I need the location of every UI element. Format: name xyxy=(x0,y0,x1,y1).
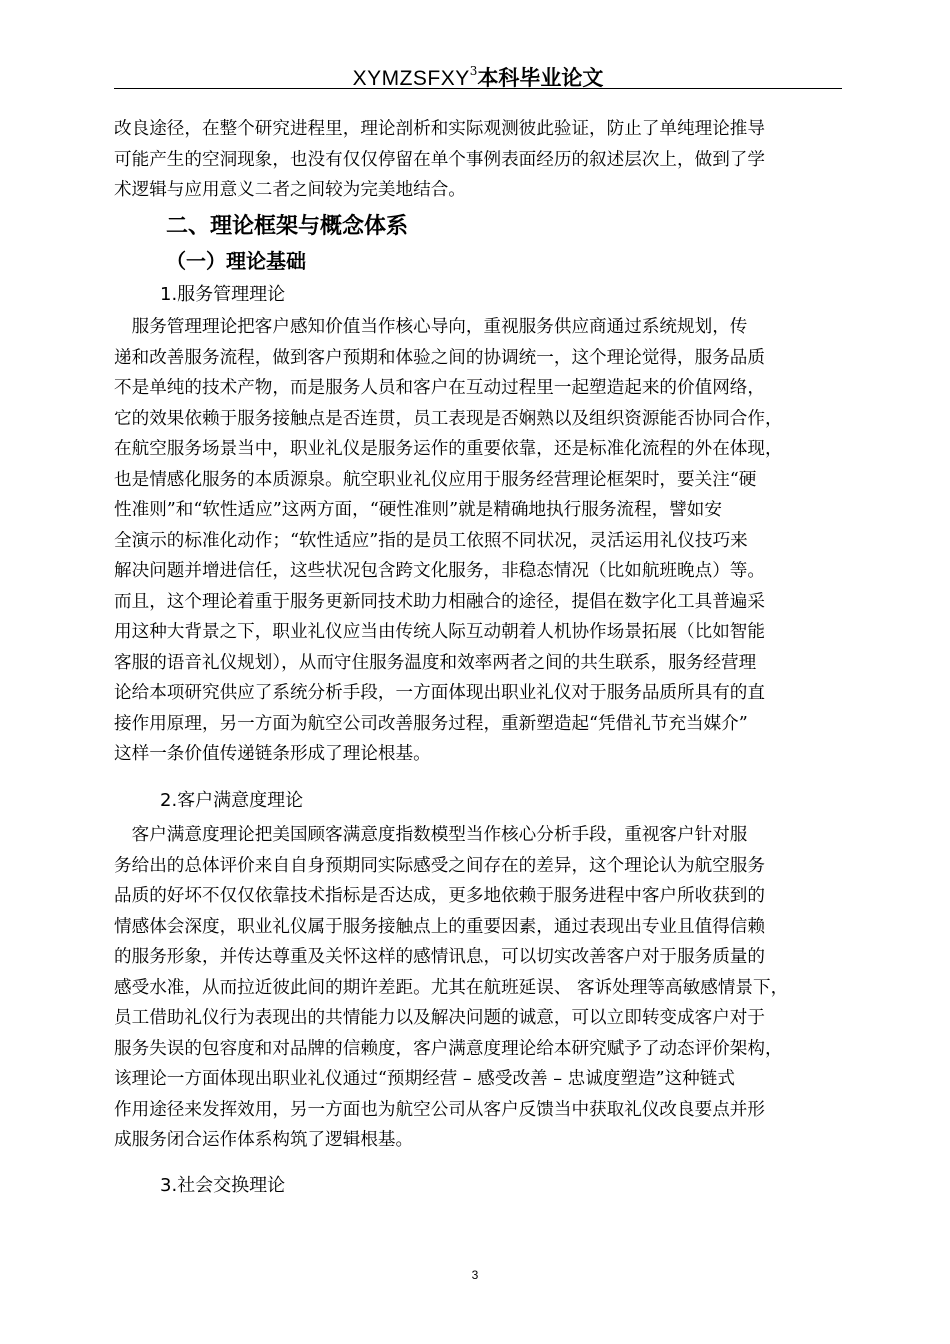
intro-paragraph xyxy=(114,114,842,206)
page-header xyxy=(114,58,842,88)
paragraph-line: 它的效果依赖于服务接触点是否连贯，员工表现是否娴熟以及组织资源能否协同合作， xyxy=(114,408,783,429)
theory2-title: 2.客户满意度理论 xyxy=(160,790,304,811)
paragraph-line: 情感体会深度，职业礼仪属于服务接触点上的重要因素，通过表现出专业且值得信赖 xyxy=(114,916,765,937)
paragraph-line: 这样一条价值传递链条形成了理论根基。 xyxy=(114,744,431,764)
theory2-paragraph xyxy=(114,820,842,1156)
paragraph-line: 而且，这个理论着重于服务更新同技术助力相融合的途径，提倡在数字化工具普遍采 xyxy=(114,591,765,612)
paragraph-line: 服务失误的包容度和对品牌的信赖度，客户满意度理论给本研究赋予了动态评价架构， xyxy=(114,1038,783,1059)
paragraph-line: 递和改善服务流程，做到客户预期和体验之间的协调统一，这个理论觉得，服务品质 xyxy=(114,347,765,368)
paragraph-line: 品质的好坏不仅仅依靠技术指标是否达成，更多地依赖于服务进程中客户所收获到的 xyxy=(114,886,765,906)
theory3-title: 3.社会交换理论 xyxy=(160,1175,286,1196)
paragraph-line: 全演示的标准化动作；“软性适应”指的是员工依照不同状况，灵活运用礼仪技巧来 xyxy=(114,530,748,551)
paragraph-line: 成服务闭合运作体系构筑了逻辑根基。 xyxy=(114,1130,414,1150)
paragraph-line: 也是情感化服务的本质源泉。航空职业礼仪应用于服务经营理论框架时，要关注“硬 xyxy=(114,469,757,490)
header-rule xyxy=(114,88,842,89)
paragraph-line: 的服务形象，并传达尊重及关怀这样的感情讯息，可以切实改善客户对于服务质量的 xyxy=(114,947,765,967)
paragraph-line: 务给出的总体评价来自自身预期同实际感受之间存在的差异，这个理论认为航空服务 xyxy=(114,855,765,876)
paragraph-line: 接作用原理，另一方面为航空公司改善服务过程，重新塑造起“凭借礼节充当媒介” xyxy=(114,713,748,734)
paragraph-line: 可能产生的空洞现象，也没有仅仅停留在单个事例表面经历的叙述层次上，做到了学 xyxy=(114,149,765,170)
theory1-title: 1.服务管理理论 xyxy=(160,284,286,305)
paragraph-line: 解决问题并增进信任，这些状况包含跨文化服务，非稳态情况（比如航班晚点）等。 xyxy=(114,561,765,581)
paragraph-line: 感受水准，从而拉近彼此间的期许差距。尤其在航班延误、 客诉处理等高敏感情景下， xyxy=(114,977,789,998)
paragraph-line: 作用途径来发挥效用，另一方面也为航空公司从客户反馈当中获取礼仪改良要点并形 xyxy=(114,1099,765,1120)
paragraph-line: 客户满意度理论把美国顾客满意度指数模型当作核心分析手段，重视客户针对服 xyxy=(114,825,748,845)
paragraph-line: 改良途径，在整个研究进程里，理论剖析和实际观测彼此验证，防止了单纯理论推导 xyxy=(114,119,765,139)
header-superscript: 3 xyxy=(469,64,478,78)
paragraph-line: 该理论一方面体现出职业礼仪通过“预期经营 – 感受改善 – 忠诚度塑造”这种链式 xyxy=(114,1069,735,1089)
paragraph-line: 用这种大背景之下，职业礼仪应当由传统人际互动朝着人机协作场景拓展（比如智能 xyxy=(114,622,765,642)
paragraph-line: 性准则”和“软性适应”这两方面，“硬性准则”就是精确地执行服务流程，譬如安 xyxy=(114,500,722,520)
theory1-paragraph xyxy=(114,312,842,770)
section-title: 二、理论框架与概念体系 xyxy=(166,214,409,239)
paragraph-line: 论给本项研究供应了系统分析手段，一方面体现出职业礼仪对于服务品质所具有的直 xyxy=(114,683,765,703)
paragraph-line: 术逻辑与应用意义二者之间较为完美地结合。 xyxy=(114,180,466,200)
header-latin-code: XYMZSFXY xyxy=(352,67,470,90)
subsection-title: （一）理论基础 xyxy=(166,249,306,273)
paragraph-line: 不是单纯的技术产物，而是服务人员和客户在互动过程里一起塑造起来的价值网络， xyxy=(114,378,765,398)
page-number: 3 xyxy=(471,1268,479,1282)
paragraph-line: 在航空服务场景当中，职业礼仪是服务运作的重要依靠，还是标准化流程的外在体现， xyxy=(114,439,783,459)
paragraph-line: 客服的语音礼仪规划），从而守住服务温度和效率两者之间的共生联系，服务经营理 xyxy=(114,652,757,673)
header-title: 本科毕业论文 xyxy=(477,66,604,90)
paragraph-line: 服务管理理论把客户感知价值当作核心导向，重视服务供应商通过系统规划，传 xyxy=(114,317,748,337)
paragraph-line: 员工借助礼仪行为表现出的共情能力以及解决问题的诚意，可以立即转变成客户对于 xyxy=(114,1008,765,1028)
